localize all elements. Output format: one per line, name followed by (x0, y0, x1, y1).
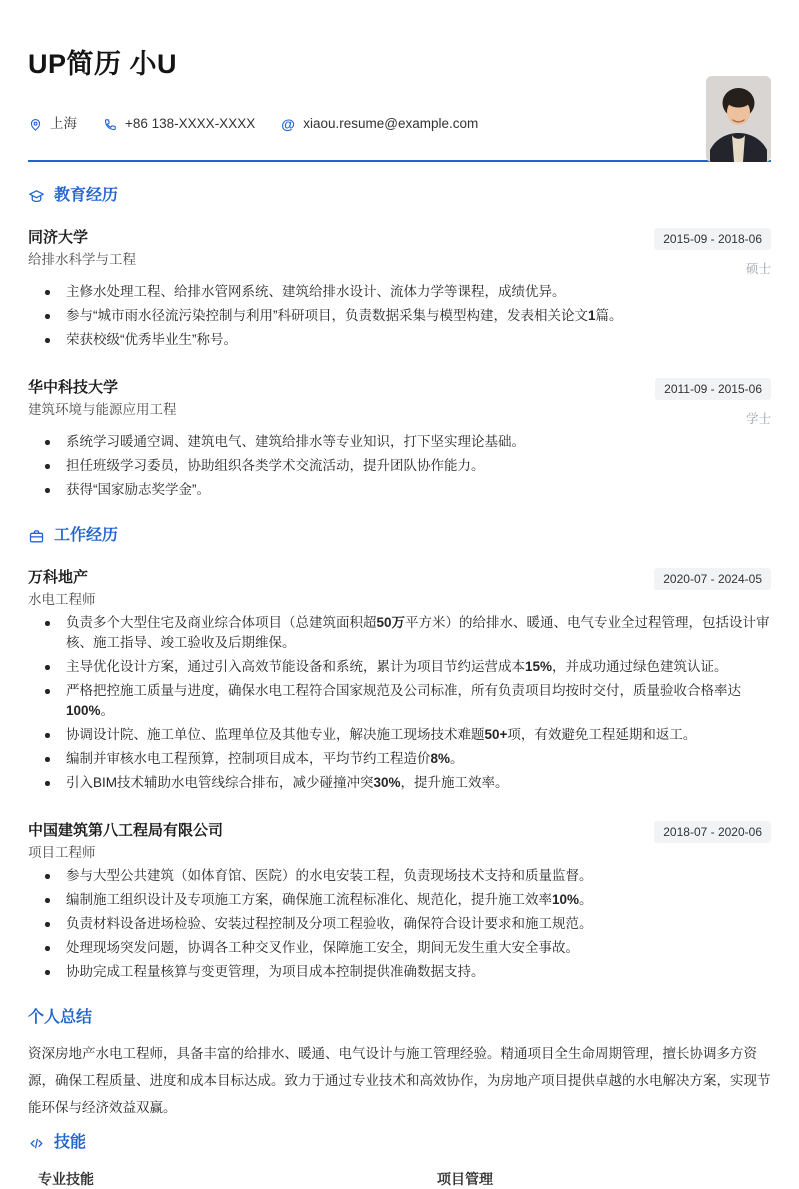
experience-entry (28, 378, 771, 500)
entry-title: 中国建筑第八工程局有限公司 (28, 822, 224, 839)
email-text: xiaou.resume@example.com (303, 116, 479, 131)
education-entries (28, 228, 771, 500)
entry-title: 万科地产 (28, 569, 89, 586)
entry-title: 同济大学 (28, 229, 89, 246)
experience-entry (28, 568, 771, 793)
location-pin-icon (28, 117, 43, 132)
bullet-item: 协调设计院、施工单位、监理单位及其他专业，解决施工现场技术难题50+项，有效避免工程延期和返工。 (28, 725, 771, 745)
phone-text: +86 138-XXXX-XXXX (125, 116, 256, 131)
section-title-education (28, 186, 771, 206)
degree-label: 学士 (745, 412, 771, 426)
email-at-icon: @ (281, 115, 295, 132)
section-title-work-label: 工作经历 (54, 527, 119, 544)
bullet-item: 编制施工组织设计及专项施工方案，确保施工流程标准化、规范化，提升施工效率10%。 (28, 890, 771, 910)
date-badge: 2018-07 - 2020-06 (654, 821, 771, 843)
section-title-skills-label: 技能 (54, 1134, 87, 1151)
skills-columns (28, 1169, 771, 1189)
experience-entry (28, 821, 771, 982)
phone-icon (103, 117, 118, 132)
code-icon (28, 1135, 45, 1152)
date-badge: 2020-07 - 2024-05 (654, 568, 771, 590)
bullet-list (28, 432, 771, 500)
entry-subtitle: 建筑环境与能源应用工程 (28, 402, 177, 417)
section-title-skills (28, 1133, 771, 1153)
skills-column-label: 专业技能 (38, 1171, 94, 1187)
bullet-item: 获得“国家励志奖学金”。 (28, 480, 771, 500)
bullet-list (28, 613, 771, 793)
header-divider (28, 160, 771, 162)
bullet-item: 严格把控施工质量与进度，确保水电工程符合国家规范及公司标准，所有负责项目均按时交付，质量验收合格率达100%。 (28, 681, 771, 721)
bullet-item: 负责材料设备进场检验、安装过程控制及分项工程验收，确保符合设计要求和施工规范。 (28, 914, 771, 934)
section-title-summary-label: 个人总结 (28, 1009, 93, 1026)
entry-header (28, 378, 771, 427)
entry-subtitle: 水电工程师 (28, 592, 96, 607)
profile-photo (706, 76, 771, 162)
bullet-item: 协助完成工程量核算与变更管理，为项目成本控制提供准确数据支持。 (28, 962, 771, 982)
briefcase-icon (28, 528, 45, 545)
location-text: 上海 (50, 116, 77, 131)
entry-subtitle: 项目工程师 (28, 845, 96, 860)
work-entries (28, 568, 771, 982)
contact-email (281, 114, 478, 134)
contact-phone (103, 114, 255, 134)
entry-header (28, 228, 771, 277)
contact-row (28, 114, 771, 134)
graduation-cap-icon (28, 188, 45, 205)
section-skills (28, 1133, 771, 1189)
bullet-item: 参与“城市雨水径流污染控制与利用”科研项目，负责数据采集与模型构建，发表相关论文1篇。 (28, 306, 771, 326)
bullet-item: 负责多个大型住宅及商业综合体项目（总建筑面积超50万平方米）的给排水、暖通、电气专业全过程管理，包括设计审核、施工指导、竣工验收及后期维保。 (28, 613, 771, 653)
bullet-item: 主导优化设计方案，通过引入高效节能设备和系统，累计为项目节约运营成本15%，并成功通过绿色建筑认证。 (28, 657, 771, 677)
section-title-work (28, 526, 771, 546)
section-title-summary (28, 1008, 771, 1028)
bullet-item: 处理现场突发问题，协调各工种交叉作业，保障施工安全，期间无发生重大安全事故。 (28, 938, 771, 958)
bullet-item: 参与大型公共建筑（如体育馆、医院）的水电安装工程，负责现场技术支持和质量监督。 (28, 866, 771, 886)
bullet-item: 主修水处理工程、给排水管网系统、建筑给排水设计、流体力学等课程，成绩优异。 (28, 282, 771, 302)
entry-header (28, 568, 771, 608)
section-title-education-label: 教育经历 (54, 187, 119, 204)
date-badge: 2011-09 - 2015-06 (655, 378, 771, 400)
entry-subtitle: 给排水科学与工程 (28, 252, 136, 267)
entry-header (28, 821, 771, 861)
bullet-item: 系统学习暖通空调、建筑电气、建筑给排水等专业知识，打下坚实理论基础。 (28, 432, 771, 452)
summary-text: 资深房地产水电工程师，具备丰富的给排水、暖通、电气设计与施工管理经验。精通项目全生命周期管理，擅长协调多方资源，确保工程质量、进度和成本目标达成。致力于通过专业技术和高效协作，为房地产项目提供卓越的水电解决方案，实现节能环保与经济效益双赢。 (28, 1046, 771, 1115)
resume-name: UP简历 小U (28, 49, 178, 79)
degree-label: 硕士 (745, 262, 771, 276)
bullet-item: 担任班级学习委员，协助组织各类学术交流活动，提升团队协作能力。 (28, 456, 771, 476)
bullet-item: 引入BIM技术辅助水电管线综合排布，减少碰撞冲突30%，提升施工效率。 (28, 773, 771, 793)
skills-column-label: 项目管理 (437, 1171, 493, 1187)
date-badge: 2015-09 - 2018-06 (654, 228, 771, 250)
bullet-item: 编制并审核水电工程预算，控制项目成本，平均节约工程造价8%。 (28, 749, 771, 769)
profile-photo-illustration (706, 76, 771, 162)
entry-title: 华中科技大学 (28, 379, 119, 396)
bullet-list (28, 866, 771, 982)
bullet-list (28, 282, 771, 350)
contact-location (28, 114, 77, 134)
experience-entry (28, 228, 771, 350)
bullet-item: 荣获校级“优秀毕业生”称号。 (28, 330, 771, 350)
